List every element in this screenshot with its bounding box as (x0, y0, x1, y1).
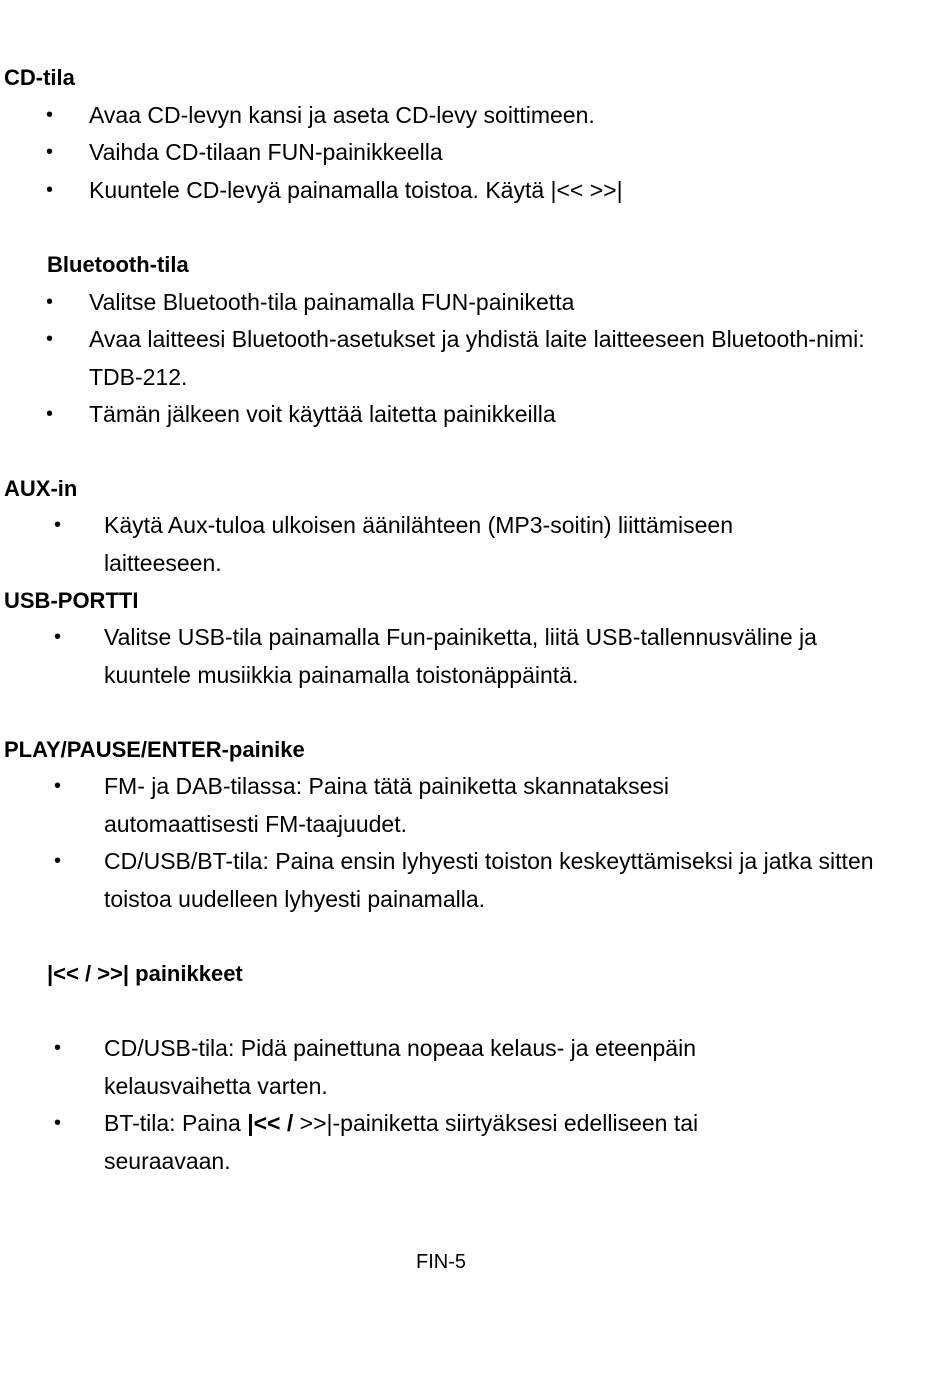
list-item-text: FM- ja DAB-tilassa: Paina tätä painiketta skannataksesi automaattisesti FM-taajuudet. (104, 773, 670, 837)
bullet-icon: • (46, 104, 54, 126)
list-item-text: Avaa CD-levyn kansi ja aseta CD-levy soittimeen. (89, 102, 595, 128)
list-item-text: CD/USB/BT-tila: Paina ensin lyhyesti toiston keskeyttämiseksi ja jatka sitten toistoa uudelleen lyhyesti painamalla. (104, 848, 874, 912)
list-item (54, 507, 904, 583)
list-item (54, 619, 914, 695)
usb-port-heading: USB-PORTTI (4, 588, 139, 613)
aux-in-heading: AUX-in (4, 476, 78, 501)
list-item (54, 1105, 914, 1181)
bullet-icon: • (46, 328, 54, 350)
list-item (46, 396, 896, 434)
list-item-text: Käytä Aux-tuloa ulkoisen äänilähteen (MP3-soitin) liittämiseen laitteeseen. (104, 512, 733, 576)
list-item (46, 321, 916, 397)
list-item-text: Avaa laitteesi Bluetooth-asetukset ja yhdistä laite laitteeseen Bluetooth-nimi: TDB-212. (89, 326, 865, 390)
bullet-icon: • (54, 850, 62, 872)
bt-item-prefix: BT-tila: Paina (104, 1110, 248, 1136)
bt-item-bold-symbol: |<< / (247, 1110, 294, 1136)
list-item (54, 843, 914, 919)
bt-item-suffix: >>|-painiketta siirtyäksesi edelliseen tai seuraavaan. (104, 1110, 699, 1174)
list-item (46, 134, 896, 172)
list-item (54, 768, 914, 844)
list-item (46, 172, 896, 210)
bullet-icon: • (54, 1112, 62, 1134)
bullet-icon: • (46, 403, 54, 425)
list-item-text: Vaihda CD-tilaan FUN-painikkeella (89, 139, 443, 165)
list-item-text: Valitse Bluetooth-tila painamalla FUN-painiketta (89, 289, 575, 315)
bullet-icon: • (46, 179, 54, 201)
skip-buttons-heading: |<< / >>| painikkeet (47, 961, 243, 986)
cd-mode-heading: CD-tila (4, 65, 75, 90)
bullet-icon: • (54, 1037, 62, 1059)
list-item-text: Tämän jälkeen voit käyttää laitetta painikkeilla (89, 401, 556, 427)
play-pause-enter-heading: PLAY/PAUSE/ENTER-painike (4, 737, 305, 762)
bullet-icon: • (46, 141, 54, 163)
bullet-icon: • (54, 514, 62, 536)
bullet-icon: • (46, 291, 54, 313)
list-item (46, 284, 896, 322)
page-number: FIN-5 (416, 1251, 466, 1273)
list-item (54, 1030, 914, 1106)
list-item (46, 97, 896, 135)
bullet-icon: • (54, 626, 62, 648)
bullet-icon: • (54, 775, 62, 797)
list-item-text: Kuuntele CD-levyä painamalla toistoa. Käytä |<< >>| (89, 177, 623, 203)
list-item-text: Valitse USB-tila painamalla Fun-painiketta, liitä USB-tallennusväline ja kuuntele musiikkia painamalla toistonäppäintä. (104, 624, 817, 688)
list-item-text (104, 1105, 784, 1180)
list-item-text: CD/USB-tila: Pidä painettuna nopeaa kelaus- ja eteenpäin kelausvaihetta varten. (104, 1035, 696, 1099)
bluetooth-mode-heading: Bluetooth-tila (47, 252, 189, 277)
